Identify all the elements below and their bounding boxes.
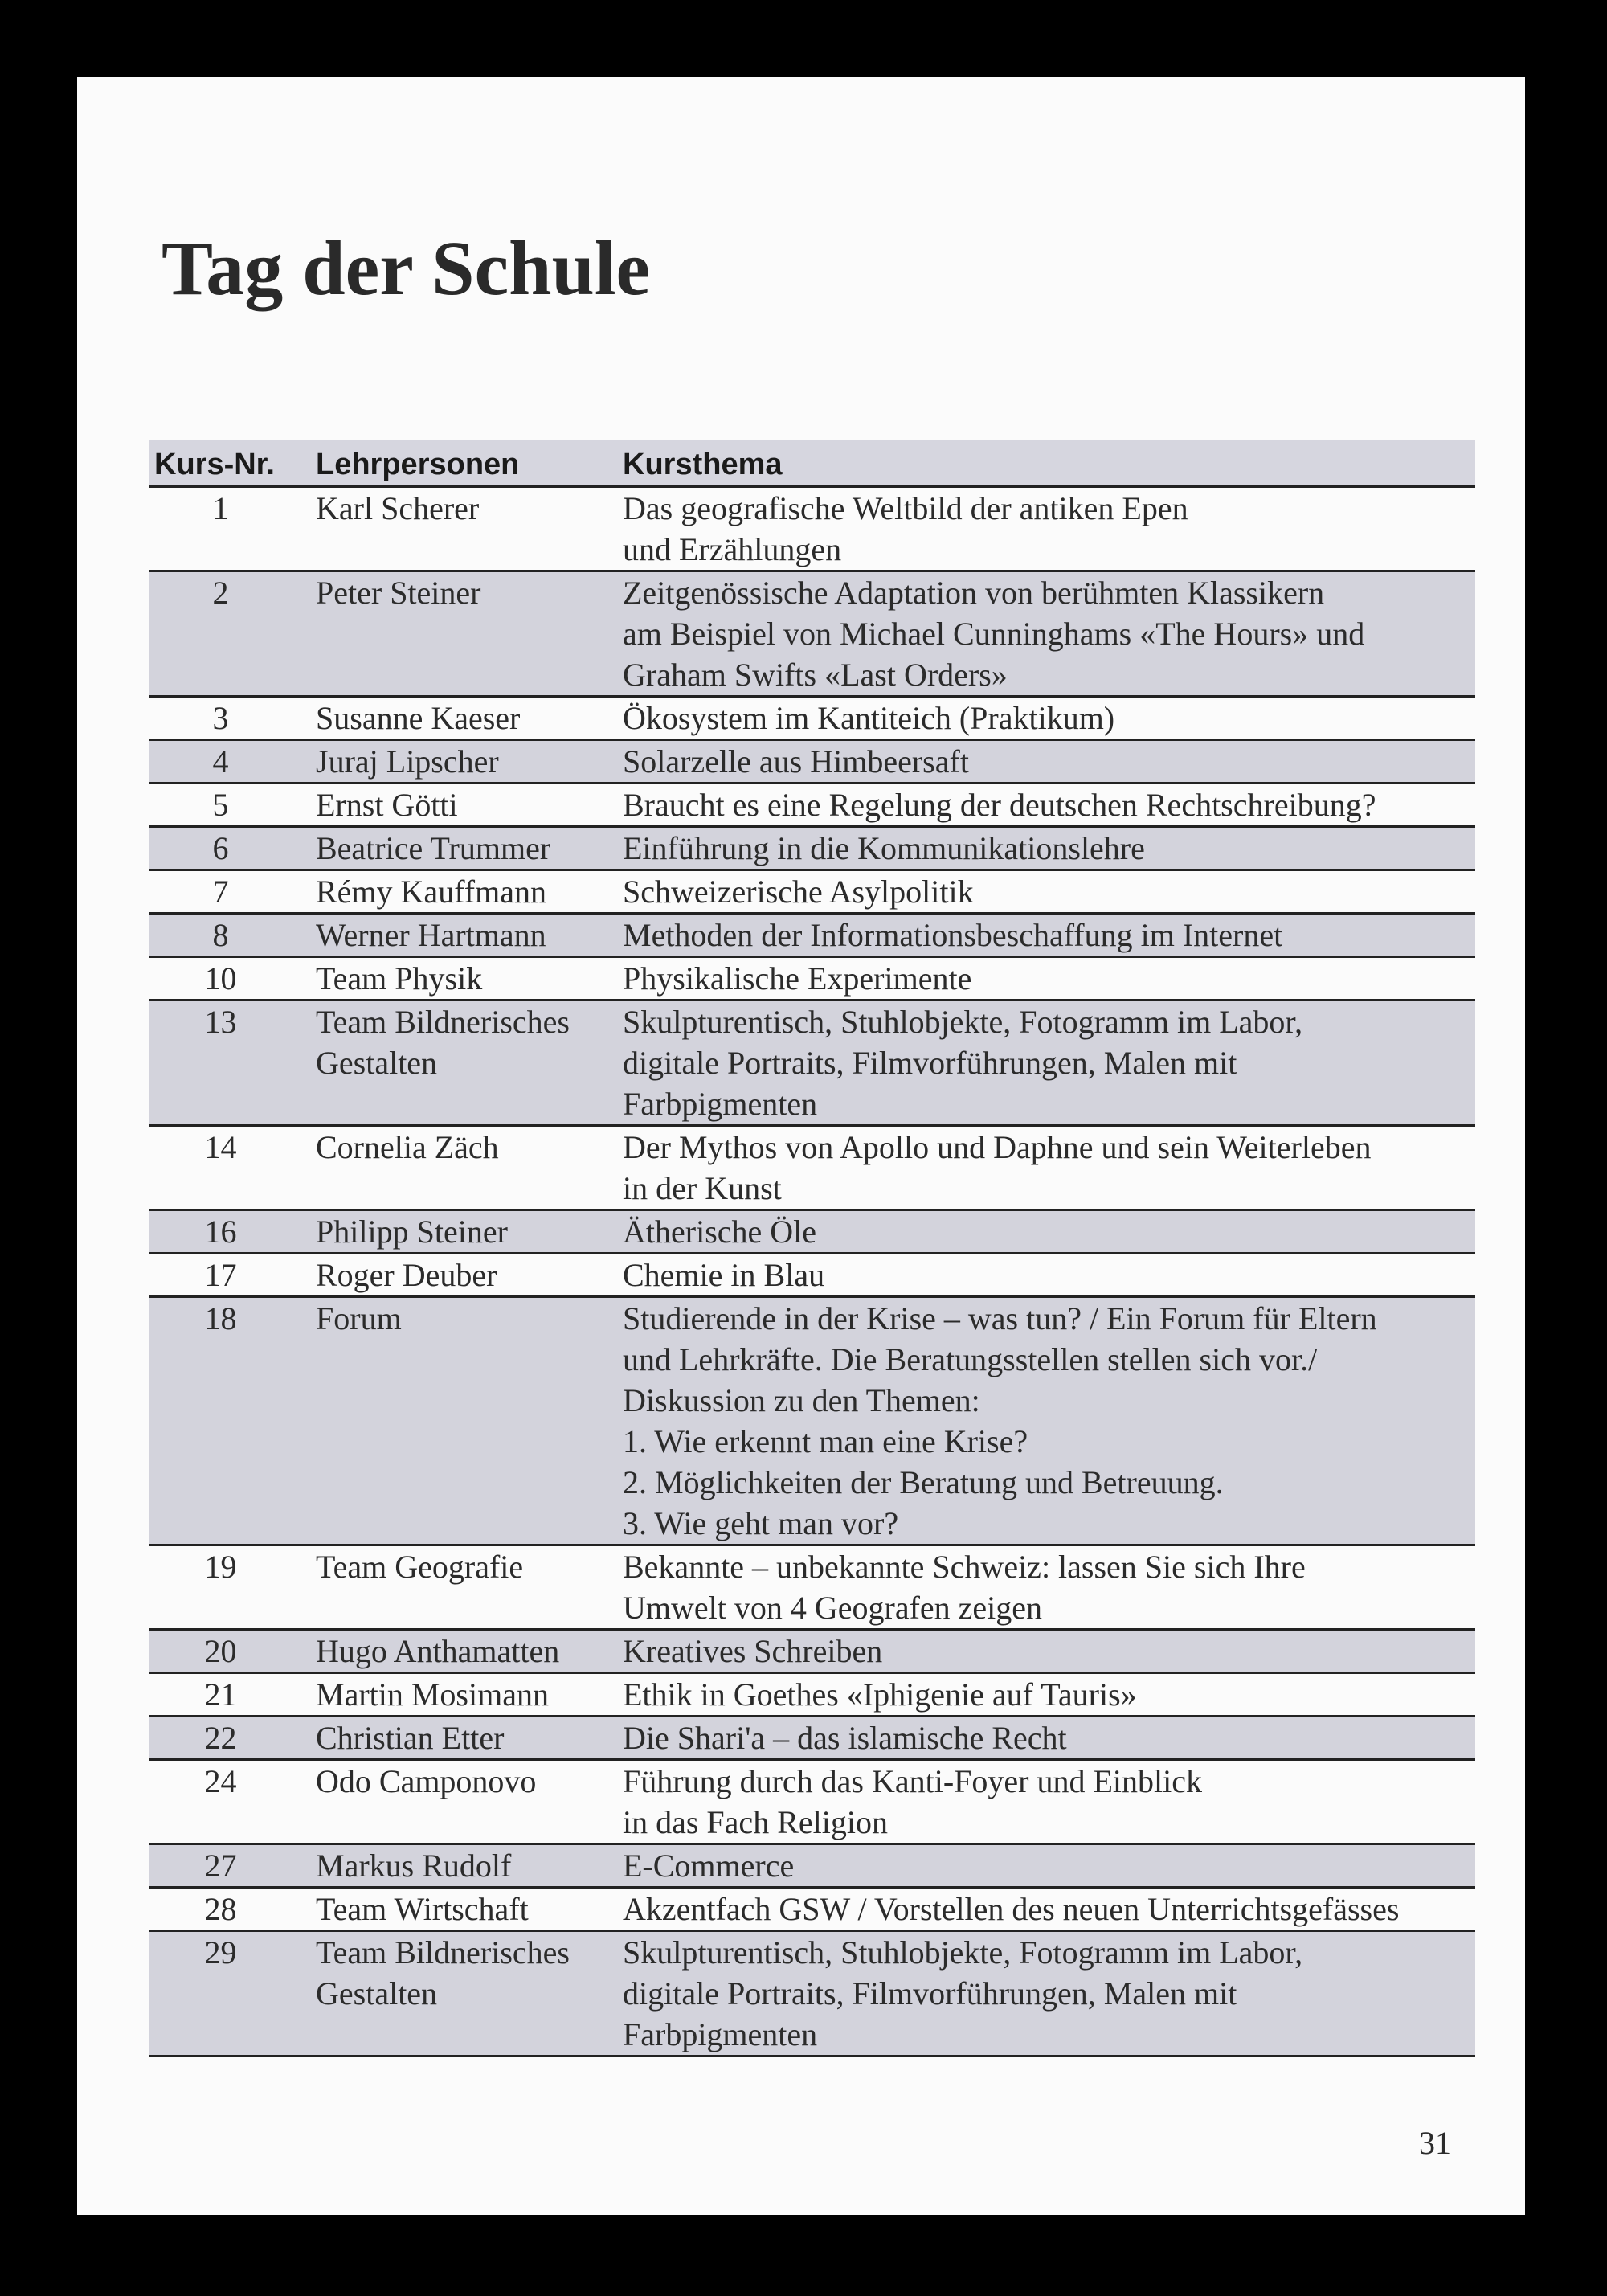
page-number: 31: [1419, 2125, 1451, 2161]
course-number: 18: [149, 1297, 292, 1545]
header-topic: Kursthema: [618, 440, 1475, 487]
teacher-line: Gestalten: [316, 1045, 438, 1081]
topic-line: Methoden der Informationsbeschaffung im Internet: [623, 917, 1283, 953]
topic-line: Kreatives Schreiben: [623, 1633, 883, 1669]
teacher-line: Beatrice Trummer: [316, 830, 551, 866]
course-topic: [618, 487, 1475, 571]
table-row: [149, 1888, 1475, 1931]
teacher-line: Team Geografie: [316, 1549, 524, 1585]
topic-line: am Beispiel von Michael Cunninghams «The Hours» und: [623, 616, 1365, 652]
course-teacher: [292, 1931, 618, 2057]
table-row: [149, 1001, 1475, 1126]
topic-line: in der Kunst: [623, 1170, 782, 1206]
teacher-line: Team Physik: [316, 960, 483, 997]
table-row: [149, 914, 1475, 957]
table-row: [149, 1126, 1475, 1210]
table-row: [149, 1760, 1475, 1844]
topic-line: Farbpigmenten: [623, 2016, 818, 2052]
topic-line: 3. Wie geht man vor?: [623, 1505, 899, 1541]
teacher-line: Karl Scherer: [316, 490, 480, 526]
table-row: [149, 1545, 1475, 1630]
course-teacher: [292, 487, 618, 571]
header-course-number: Kurs-Nr.: [149, 440, 292, 487]
course-number: 7: [149, 870, 292, 914]
course-teacher: [292, 1717, 618, 1760]
page-title: Tag der Schule: [162, 225, 651, 311]
teacher-line: Rémy Kauffmann: [316, 874, 546, 910]
course-number: 22: [149, 1717, 292, 1760]
teacher-line: Forum: [316, 1300, 402, 1336]
course-teacher: [292, 1630, 618, 1673]
course-number: 17: [149, 1254, 292, 1297]
teacher-line: Team Wirtschaft: [316, 1891, 529, 1927]
course-topic: [618, 1297, 1475, 1545]
course-topic: [618, 1545, 1475, 1630]
topic-line: Das geografische Weltbild der antiken Epen: [623, 490, 1188, 526]
course-teacher: [292, 1844, 618, 1888]
topic-line: Braucht es eine Regelung der deutschen Rechtschreibung?: [623, 787, 1376, 823]
course-topic: [618, 1001, 1475, 1126]
course-number: 21: [149, 1673, 292, 1717]
topic-line: digitale Portraits, Filmvorführungen, Malen mit: [623, 1975, 1237, 2012]
course-topic: [618, 827, 1475, 870]
document-page: [77, 77, 1525, 2215]
course-topic: [618, 1210, 1475, 1254]
teacher-line: Werner Hartmann: [316, 917, 546, 953]
course-teacher: [292, 1545, 618, 1630]
table-row: [149, 740, 1475, 784]
topic-line: Ökosystem im Kantiteich (Praktikum): [623, 700, 1115, 736]
table-row: [149, 784, 1475, 827]
topic-line: und Lehrkräfte. Die Beratungsstellen stellen sich vor./: [623, 1341, 1318, 1377]
topic-line: Der Mythos von Apollo und Daphne und sein Weiterleben: [623, 1129, 1372, 1165]
topic-line: digitale Portraits, Filmvorführungen, Malen mit: [623, 1045, 1237, 1081]
course-topic: [618, 1254, 1475, 1297]
course-teacher: [292, 740, 618, 784]
topic-line: Skulpturentisch, Stuhlobjekte, Fotogramm im Labor,: [623, 1934, 1303, 1971]
course-number: 3: [149, 697, 292, 740]
course-teacher: [292, 1254, 618, 1297]
course-teacher: [292, 697, 618, 740]
table-body: [149, 487, 1475, 2057]
course-topic: [618, 957, 1475, 1001]
topic-line: Physikalische Experimente: [623, 960, 972, 997]
topic-line: Schweizerische Asylpolitik: [623, 874, 974, 910]
topic-line: in das Fach Religion: [623, 1804, 888, 1840]
teacher-line: Gestalten: [316, 1975, 438, 2012]
topic-line: Diskussion zu den Themen:: [623, 1382, 980, 1418]
course-number: 28: [149, 1888, 292, 1931]
course-number: 14: [149, 1126, 292, 1210]
course-topic: [618, 740, 1475, 784]
teacher-line: Susanne Kaeser: [316, 700, 521, 736]
course-table: [149, 440, 1475, 2057]
teacher-line: Ernst Götti: [316, 787, 458, 823]
topic-line: Skulpturentisch, Stuhlobjekte, Fotogramm im Labor,: [623, 1004, 1303, 1040]
course-topic: [618, 870, 1475, 914]
course-number: 10: [149, 957, 292, 1001]
course-topic: [618, 1760, 1475, 1844]
teacher-line: Hugo Anthamatten: [316, 1633, 560, 1669]
course-teacher: [292, 1297, 618, 1545]
table-header-row: [149, 440, 1475, 487]
course-teacher: [292, 957, 618, 1001]
table-row: [149, 1297, 1475, 1545]
course-topic: [618, 1844, 1475, 1888]
course-teacher: [292, 784, 618, 827]
topic-line: Einführung in die Kommunikationslehre: [623, 830, 1145, 866]
course-number: 1: [149, 487, 292, 571]
course-teacher: [292, 1210, 618, 1254]
topic-line: Führung durch das Kanti-Foyer und Einblick: [623, 1763, 1202, 1799]
table-row: [149, 957, 1475, 1001]
course-number: 4: [149, 740, 292, 784]
course-topic: [618, 1126, 1475, 1210]
teacher-line: Team Bildnerisches: [316, 1934, 570, 1971]
topic-line: 2. Möglichkeiten der Beratung und Betreuung.: [623, 1464, 1224, 1500]
topic-line: Akzentfach GSW / Vorstellen des neuen Unterrichtsgefässes: [623, 1891, 1400, 1927]
course-topic: [618, 1673, 1475, 1717]
course-teacher: [292, 827, 618, 870]
topic-line: Zeitgenössische Adaptation von berühmten Klassikern: [623, 575, 1325, 611]
course-teacher: [292, 914, 618, 957]
table-row: [149, 1717, 1475, 1760]
course-teacher: [292, 571, 618, 697]
teacher-line: Markus Rudolf: [316, 1848, 512, 1884]
course-topic: [618, 914, 1475, 957]
course-number: 5: [149, 784, 292, 827]
table-row: [149, 1630, 1475, 1673]
table-row: [149, 697, 1475, 740]
table-row: [149, 1931, 1475, 2057]
course-topic: [618, 1717, 1475, 1760]
topic-line: Studierende in der Krise – was tun? / Ein Forum für Eltern: [623, 1300, 1377, 1336]
course-topic: [618, 1888, 1475, 1931]
course-number: 2: [149, 571, 292, 697]
topic-line: Graham Swifts «Last Orders»: [623, 657, 1008, 693]
topic-line: und Erzählungen: [623, 531, 842, 567]
course-topic: [618, 571, 1475, 697]
teacher-line: Peter Steiner: [316, 575, 481, 611]
header-teachers: Lehrpersonen: [292, 440, 618, 487]
course-number: 29: [149, 1931, 292, 2057]
course-number: 24: [149, 1760, 292, 1844]
teacher-line: Team Bildnerisches: [316, 1004, 570, 1040]
course-teacher: [292, 1760, 618, 1844]
topic-line: Ätherische Öle: [623, 1213, 817, 1250]
course-teacher: [292, 1126, 618, 1210]
course-topic: [618, 697, 1475, 740]
topic-line: Farbpigmenten: [623, 1086, 818, 1122]
course-number: 19: [149, 1545, 292, 1630]
topic-line: 1. Wie erkennt man eine Krise?: [623, 1423, 1028, 1459]
table-row: [149, 1844, 1475, 1888]
course-topic: [618, 784, 1475, 827]
course-number: 8: [149, 914, 292, 957]
course-number: 16: [149, 1210, 292, 1254]
topic-line: Chemie in Blau: [623, 1257, 825, 1293]
teacher-line: Cornelia Zäch: [316, 1129, 499, 1165]
table-row: [149, 571, 1475, 697]
table-row: [149, 870, 1475, 914]
topic-line: Ethik in Goethes «Iphigenie auf Tauris»: [623, 1676, 1137, 1713]
teacher-line: Juraj Lipscher: [316, 743, 499, 780]
table-row: [149, 1210, 1475, 1254]
teacher-line: Odo Camponovo: [316, 1763, 537, 1799]
course-topic: [618, 1931, 1475, 2057]
table-row: [149, 487, 1475, 571]
topic-line: Solarzelle aus Himbeersaft: [623, 743, 969, 780]
course-topic: [618, 1630, 1475, 1673]
course-teacher: [292, 870, 618, 914]
table-row: [149, 827, 1475, 870]
table-row: [149, 1254, 1475, 1297]
course-number: 6: [149, 827, 292, 870]
topic-line: Die Shari'a – das islamische Recht: [623, 1720, 1067, 1756]
course-teacher: [292, 1673, 618, 1717]
course-table-wrapper: [149, 440, 1475, 2057]
teacher-line: Martin Mosimann: [316, 1676, 549, 1713]
course-number: 13: [149, 1001, 292, 1126]
teacher-line: Philipp Steiner: [316, 1213, 508, 1250]
table-row: [149, 1673, 1475, 1717]
course-number: 27: [149, 1844, 292, 1888]
course-teacher: [292, 1001, 618, 1126]
topic-line: Bekannte – unbekannte Schweiz: lassen Sie sich Ihre: [623, 1549, 1306, 1585]
teacher-line: Roger Deuber: [316, 1257, 497, 1293]
course-teacher: [292, 1888, 618, 1931]
teacher-line: Christian Etter: [316, 1720, 505, 1756]
topic-line: E-Commerce: [623, 1848, 795, 1884]
topic-line: Umwelt von 4 Geografen zeigen: [623, 1590, 1043, 1626]
course-number: 20: [149, 1630, 292, 1673]
